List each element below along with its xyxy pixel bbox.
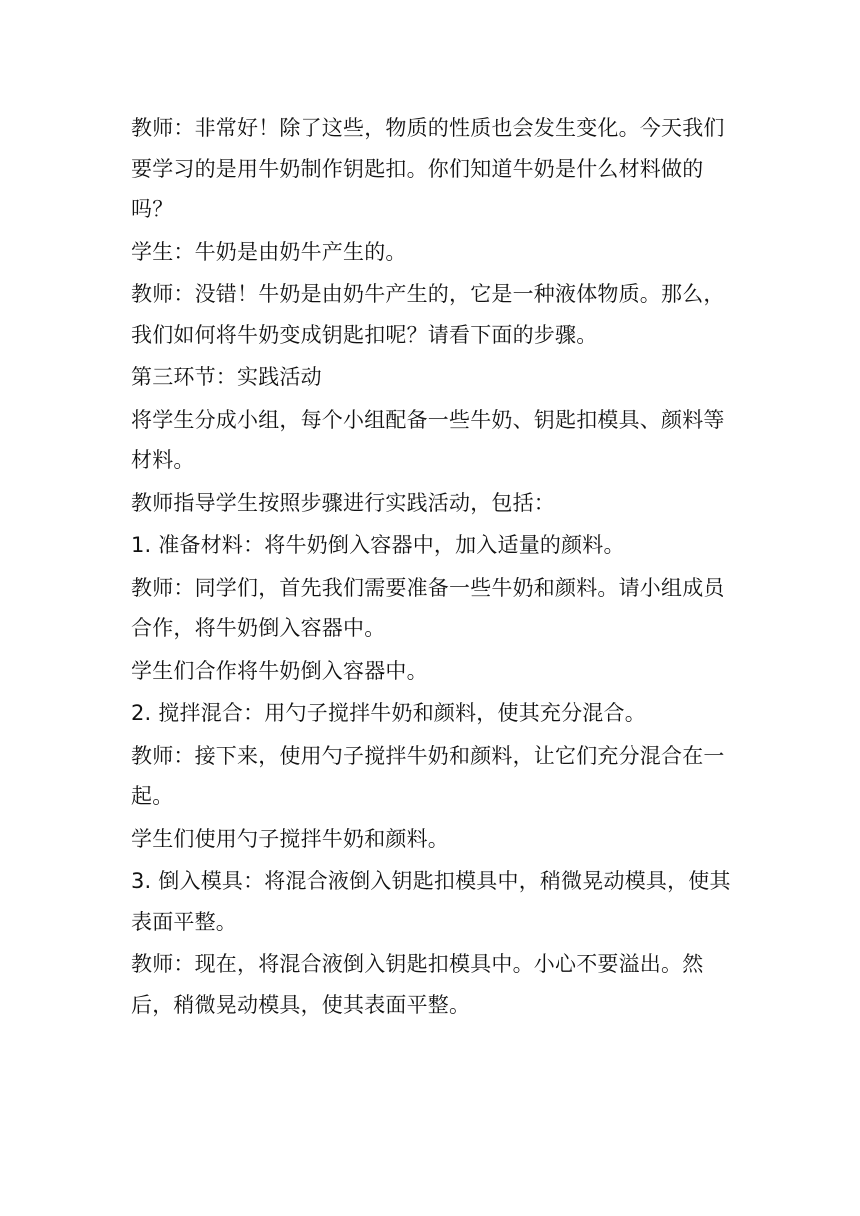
paragraph-teacher-intro: 教师：非常好！除了这些，物质的性质也会发生变化。今天我们要学习的是用牛奶制作钥匙扣。你们知道牛奶是什么材料做的吗？ xyxy=(131,116,725,221)
paragraph-guidance: 教师指导学生按照步骤进行实践活动，包括： xyxy=(131,490,555,515)
paragraph-student-answer-1: 学生：牛奶是由奶牛产生的。 xyxy=(131,239,407,264)
paragraph-teacher-step-1: 教师：同学们，首先我们需要准备一些牛奶和颜料。请小组成员合作，将牛奶倒入容器中。 xyxy=(131,575,725,640)
paragraph-grouping: 将学生分成小组，每个小组配备一些牛奶、钥匙扣模具、颜料等材料。 xyxy=(131,407,725,472)
step-2-mix: 2. 搅拌混合：用勺子搅拌牛奶和颜料，使其充分混合。 xyxy=(131,701,646,725)
paragraph-teacher-reply-1: 教师：没错！牛奶是由奶牛产生的，它是一种液体物质。那么，我们如何将牛奶变成钥匙扣呢？请看下面的步骤。 xyxy=(131,282,725,347)
step-3-pour: 3. 倒入模具：将混合液倒入钥匙扣模具中，稍微晃动模具，使其表面平整。 xyxy=(131,869,731,934)
document-body xyxy=(131,108,731,1027)
paragraph-teacher-step-3: 教师：现在，将混合液倒入钥匙扣模具中。小心不要溢出。然后，稍微晃动模具，使其表面平整。 xyxy=(131,952,704,1017)
step-1-prepare: 1. 准备材料：将牛奶倒入容器中，加入适量的颜料。 xyxy=(131,533,625,557)
paragraph-students-step-2: 学生们使用勺子搅拌牛奶和颜料。 xyxy=(131,826,449,851)
paragraph-teacher-step-2: 教师：接下来，使用勺子搅拌牛奶和颜料，让它们充分混合在一起。 xyxy=(131,743,725,808)
paragraph-students-step-1: 学生们合作将牛奶倒入容器中。 xyxy=(131,658,428,683)
section-heading-practice: 第三环节：实践活动 xyxy=(131,365,322,389)
